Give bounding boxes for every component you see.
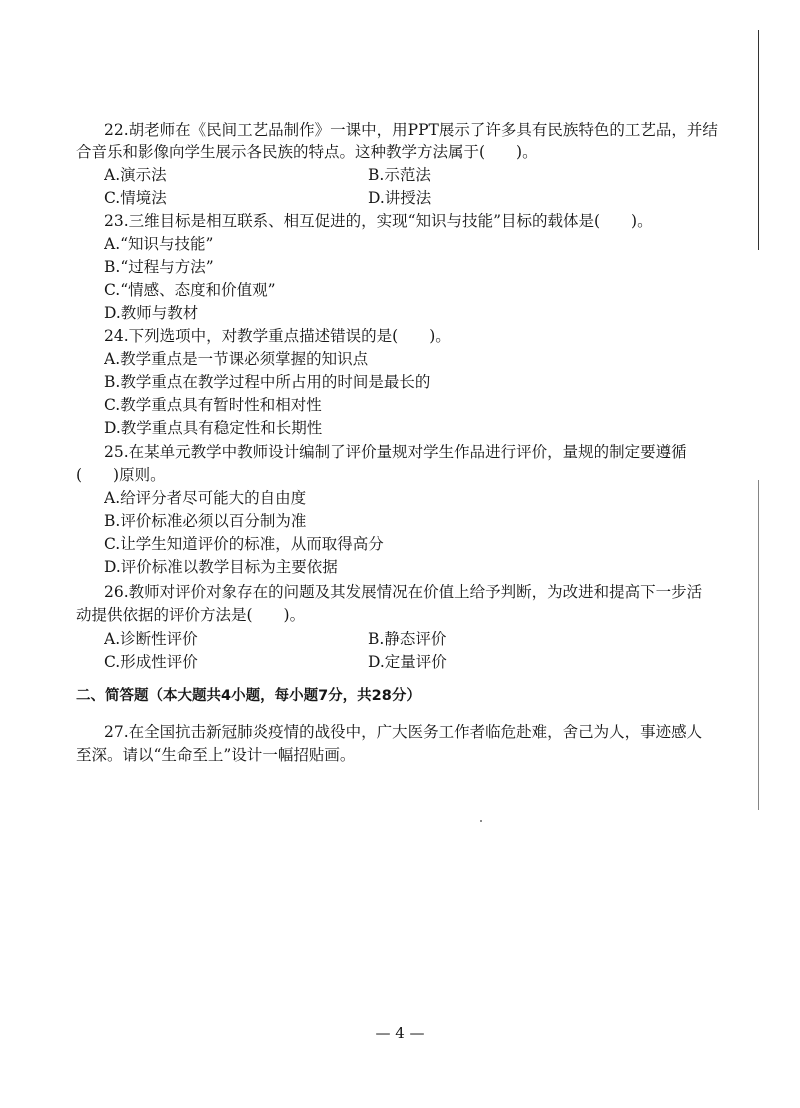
question-24-option-b: B.教学重点在教学过程中所占用的时间是最长的 xyxy=(104,373,431,391)
question-24-option-d: D.教学重点具有稳定性和长期性 xyxy=(104,419,323,437)
question-26-option-a: A.诊断性评价 xyxy=(104,630,198,648)
question-24-option-c: C.教学重点具有暂时性和相对性 xyxy=(104,396,322,414)
question-25-stem-cont: ( )原则。 xyxy=(76,466,166,484)
question-23-option-a: A.“知识与技能” xyxy=(104,235,214,253)
question-23-option-d: D.教师与教材 xyxy=(104,304,199,322)
question-22-stem: 22.胡老师在《民间工艺品制作》一课中，用PPT展示了许多具有民族特色的工艺品，并结 xyxy=(104,121,718,139)
question-25-option-a: A.给评分者尽可能大的自由度 xyxy=(104,489,307,507)
page-number: — 4 — xyxy=(375,1024,425,1042)
question-22-stem-cont: 合音乐和影像向学生展示各民族的特点。这种教学方法属于( )。 xyxy=(76,143,538,161)
question-26-stem: 26.教师对评价对象存在的问题及其发展情况在价值上给予判断，为改进和提高下一步活 xyxy=(104,583,703,601)
question-25-option-c: C.让学生知道评价的标准，从而取得高分 xyxy=(104,535,384,553)
section-heading: 二、简答题（本大题共4小题，每小题7分，共28分） xyxy=(76,688,421,704)
scan-edge-line xyxy=(758,30,759,250)
question-24-option-a: A.教学重点是一节课必须掌握的知识点 xyxy=(104,350,369,368)
question-27-stem-cont: 至深。请以“生命至上”设计一幅招贴画。 xyxy=(76,746,356,764)
question-22-option-c: C.情境法 xyxy=(104,189,167,207)
question-25-option-b: B.评价标准必须以百分制为准 xyxy=(104,512,307,530)
question-26-option-c: C.形成性评价 xyxy=(104,653,198,671)
question-23-stem: 23.三维目标是相互联系、相互促进的，实现“知识与技能”目标的载体是( )。 xyxy=(104,212,653,230)
question-23-option-b: B.“过程与方法” xyxy=(104,258,214,276)
question-24-stem: 24.下列选项中，对教学重点描述错误的是( )。 xyxy=(104,327,451,345)
question-26-stem-cont: 动提供依据的评价方法是( )。 xyxy=(76,606,306,624)
scan-speck xyxy=(480,820,482,822)
question-22-option-b: B.示范法 xyxy=(368,166,431,184)
question-25-stem: 25.在某单元教学中教师设计编制了评价量规对学生作品进行评价，量规的制定要遵循 xyxy=(104,443,687,461)
question-23-option-c: C.“情感、态度和价值观” xyxy=(104,281,276,299)
question-27-stem: 27.在全国抗击新冠肺炎疫情的战役中，广大医务工作者临危赴难，舍己为人，事迹感人 xyxy=(104,723,703,741)
question-26-option-d: D.定量评价 xyxy=(368,653,447,671)
question-22-option-d: D.讲授法 xyxy=(368,189,432,207)
question-25-option-d: D.评价标准以教学目标为主要依据 xyxy=(104,558,338,576)
question-22-option-a: A.演示法 xyxy=(104,166,167,184)
question-26-option-b: B.静态评价 xyxy=(368,630,447,648)
